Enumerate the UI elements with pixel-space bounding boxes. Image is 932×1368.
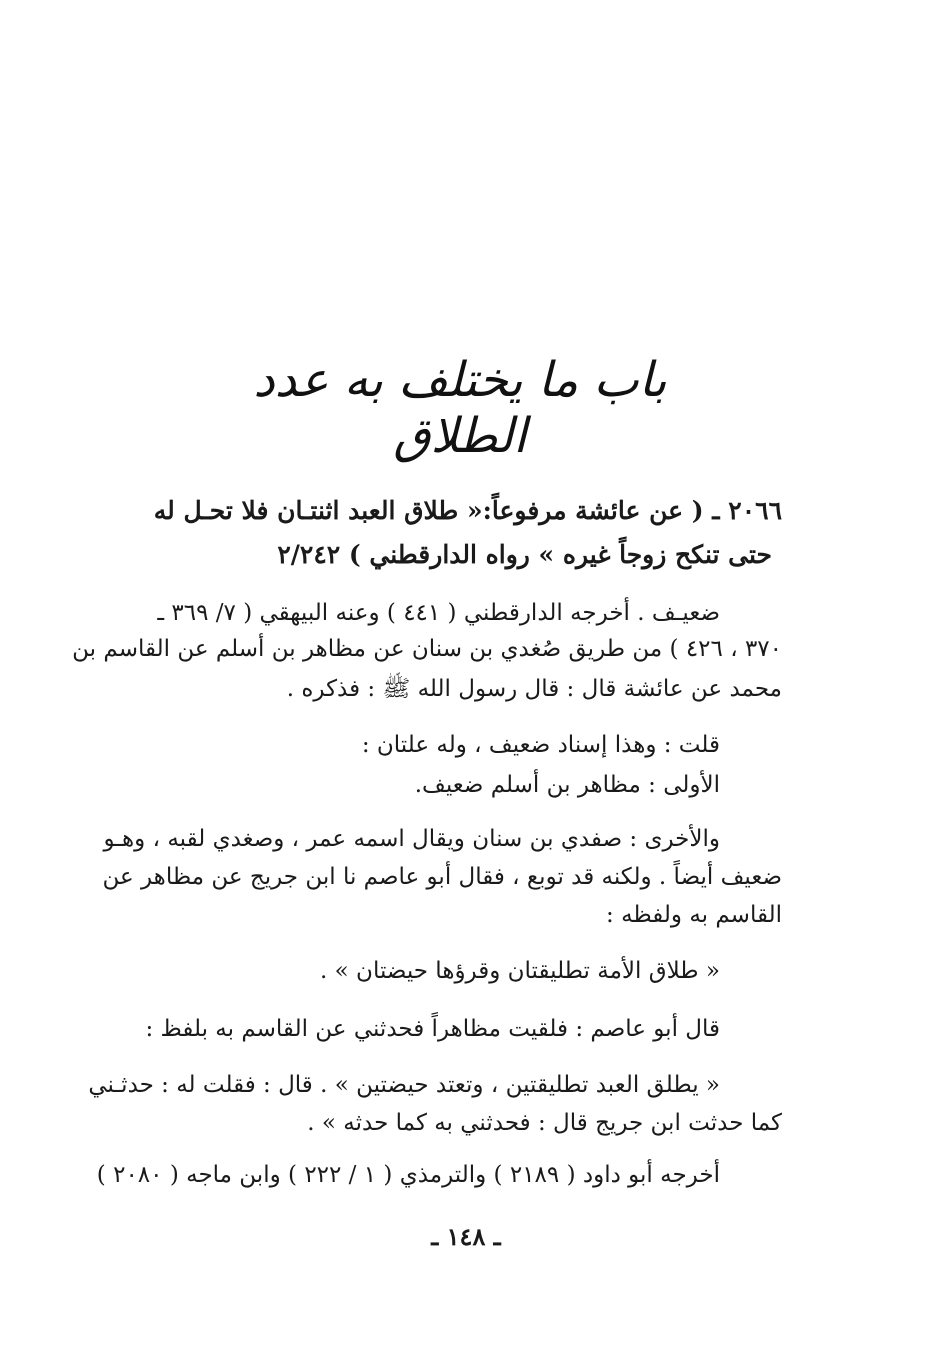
commentary-line: ضعيـف . أخرجه الدارقطني ( ٤٤١ ) وعنه البيهقي ( ٧/ ٣٦٩ ـ [157,600,720,626]
commentary-line: أخرجه أبو داود ( ٢١٨٩ ) والترمذي ( ١ / ٢٢٢ ) وابن ماجه ( ٢٠٨٠ ) [96,1162,720,1188]
hadith-line: حتى تنكح زوجاً غيره » رواه الدارقطني ) ٢/٢٤٢ [277,540,772,569]
commentary-line: ضعيف أيضاً . ولكنه قد توبع ، فقال أبو عاصم نا ابن جريج عن مظاهر عن [102,864,782,890]
quote-line: كما حدثت ابن جريج قال : فحدثني به كما حدثه » . [307,1110,782,1136]
quote-line: « طلاق الأمة تطليقتان وقرؤها حيضتان » . [320,958,720,984]
quote-line: « يطلق العبد تطليقتين ، وتعتد حيضتين » . قال : فقلت له : حدثـني [88,1072,720,1098]
commentary-line: قلت : وهذا إسناد ضعيف ، وله علتان : [361,732,720,758]
commentary-line: قال أبو عاصم : فلقيت مظاهراً فحدثني عن القاسم به بلفظ : [145,1016,720,1042]
commentary-line: القاسم به ولفظه : [606,902,782,928]
commentary-line: والأخرى : صفدي بن سنان ويقال اسمه عمر ، وصغدي لقبه ، وهـو [103,826,720,852]
chapter-title: باب ما يختلف به عدد الطلاق [253,352,667,464]
commentary-line: الأولى : مظاهر بن أسلم ضعيف. [414,772,720,798]
page-number: ـ ١٤٨ ـ [431,1222,501,1251]
hadith-line: ٢٠٦٦ ـ ( عن عائشة مرفوعاً:« طلاق العبد اثنتـان فلا تحـل له [153,496,782,525]
commentary-line: ٣٧٠ ، ٤٢٦ ) من طريق صُغدي بن سنان عن مظاهر بن أسلم عن القاسم بن [72,636,782,662]
commentary-line: محمد عن عائشة قال : قال رسول الله ﷺ : فذكره . [286,676,782,702]
